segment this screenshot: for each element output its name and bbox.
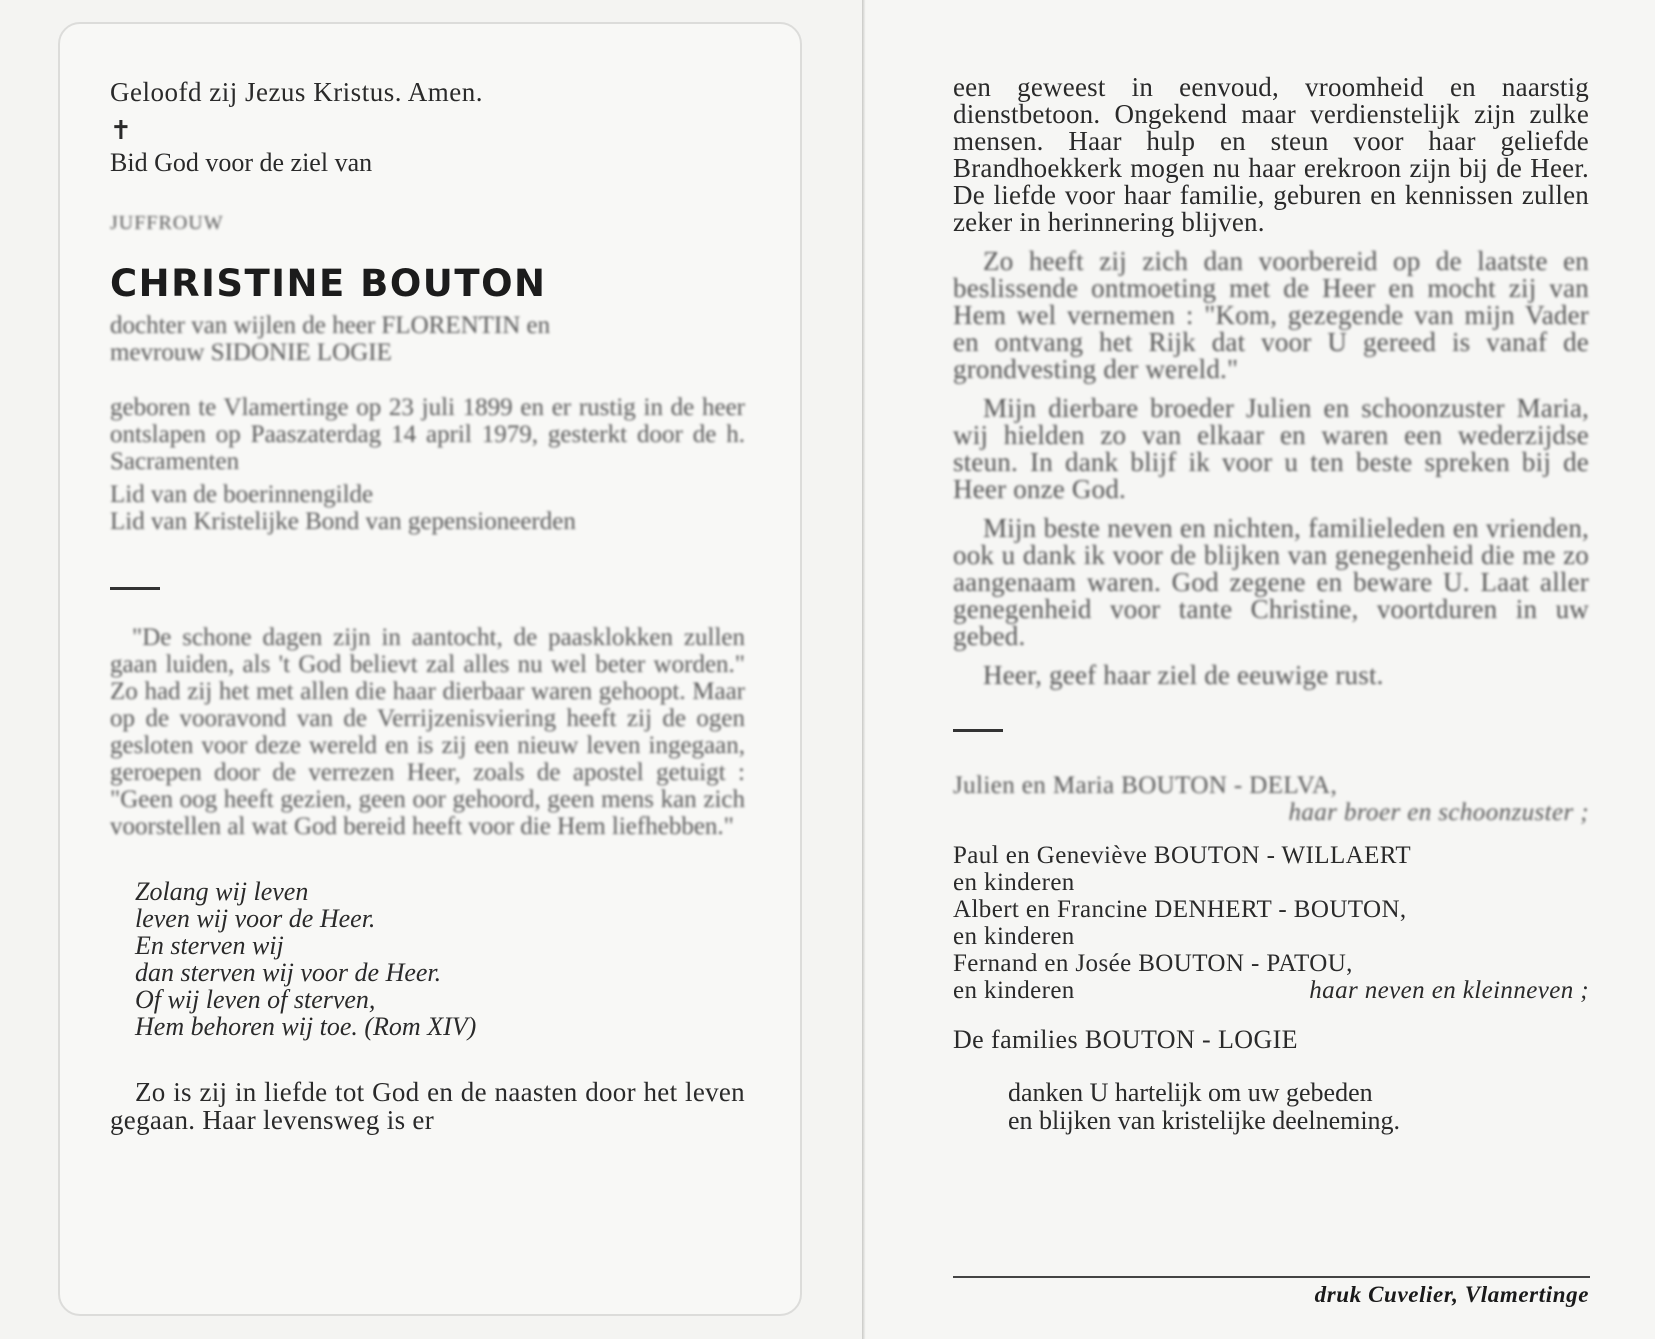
verse-line: Hem behoren wij toe. (Rom XIV) <box>135 1012 477 1041</box>
thanks-block <box>953 1079 1589 1135</box>
family-kids-4: en kinderen <box>953 977 1075 1004</box>
family-row-4 <box>953 977 1589 1004</box>
verse-line: dan sterven wij voor de Heer. <box>135 958 442 987</box>
cross-icon: ✝ <box>110 116 132 145</box>
thanks-line-1: danken U hartelijk om uw gebeden <box>1008 1078 1373 1107</box>
verse-line: leven wij voor de Heer. <box>135 904 376 933</box>
family-entry-2: Paul en Geneviève BOUTON - WILLAERT <box>953 842 1411 869</box>
family-role-4: haar neven en kleinneven ; <box>1309 977 1589 1004</box>
parents-line-2: mevrouw SIDONIE LOGIE <box>110 339 392 366</box>
member-line-1: Lid van de boerinnengilde <box>110 481 374 508</box>
families-line: De families BOUTON - LOGIE <box>953 1025 1298 1054</box>
printer-credit: druk Cuvelier, Vlamertinge <box>1314 1282 1589 1307</box>
title-juffrouw: JUFFROUW <box>110 212 224 234</box>
divider <box>953 729 1003 732</box>
paragraph-prayer: Heer, geef haar ziel de eeuwige rust. <box>983 660 1384 690</box>
bid-line: Bid God voor de ziel van <box>110 148 373 177</box>
deceased-name: CHRISTINE BOUTON <box>110 262 547 305</box>
opening-prayer: Geloofd zij Jezus Kristus. Amen. <box>110 77 483 107</box>
left-column <box>110 74 745 1134</box>
closing-paragraph: Zo is zij in liefde tot God en de naasten door het leven gegaan. Haar levensweg is er <box>110 1077 745 1135</box>
paragraph-family: Mijn beste neven en nichten, familieleden en vrienden, ook u dank ik voor de blijken van genegenheid die me zo aangenaam waren. God zegene en beware U. Laat aller genegenheid voor tante Christine, voortduren in uw gebed. <box>953 513 1589 651</box>
family-kids-3: en kinderen <box>953 923 1075 950</box>
paragraph-meeting: Zo heeft zij zich dan voorbereid op de laatste en beslissende ontmoeting met de Heer en mocht zij van Hem wel vernemen : "Kom, gezegende van mijn Vader en ontvang het Rijk dat voor U gereed is vanaf de grondvesting der wereld." <box>953 246 1589 384</box>
verse-line: Of wij leven of sterven, <box>135 985 376 1014</box>
family-entry-4: Fernand en Josée BOUTON - PATOU, <box>953 950 1353 977</box>
paragraph-life: een geweest in eenvoud, vroomheid en naarstig dienstbetoon. Ongekend maar verdienstelijk zijn zulke mensen. Haar hulp en steun voor haar geliefde Brandhoekkerk mogen nu haar erekroon zijn bij de Heer. De liefde voor haar familie, geburen en kennissen zullen zeker in herinnering blijven. <box>953 72 1589 237</box>
scripture-verse <box>110 878 745 1040</box>
right-column <box>953 74 1589 1135</box>
family-role-1: haar broer en schoonzuster ; <box>1288 799 1589 826</box>
verse-line: Zolang wij leven <box>135 877 309 906</box>
footer-rule <box>953 1276 1590 1278</box>
family-entry-3: Albert en Francine DENHERT - BOUTON, <box>953 896 1407 923</box>
divider <box>110 587 160 590</box>
quote-paragraph: "De schone dagen zijn in aantocht, de paasklokken zullen gaan luiden, als 't God believt zal alles nu wel beter worden." Zo had zij het met allen die haar dierbaar waren gehoopt. Maar op de vooravond van de Verrijzenisviering heeft zij de ogen gesloten voor deze wereld en is zij een nieuw leven ingegaan, geroepen door de verrezen Heer, zoals de apostel getuigt : "Geen oog heeft gezien, geen oor gehoord, geen mens kan zich voorstellen al wat God bereid heeft voor die Hem liefhebben." <box>110 624 745 840</box>
parents-line-1: dochter van wijlen de heer FLORENTIN en <box>110 312 551 339</box>
membership-block <box>110 481 745 535</box>
family-entry-1: Julien en Maria BOUTON - DELVA, <box>953 772 1338 799</box>
family-kids-2: en kinderen <box>953 869 1075 896</box>
verse-line: En sterven wij <box>135 931 284 960</box>
paragraph-brother: Mijn dierbare broeder Julien en schoonzuster Maria, wij hielden zo van elkaar en waren een wederzijdse steun. In dank blijf ik voor u ten beste spreken bij de Heer onze God. <box>953 393 1589 504</box>
thanks-line-2: en blijken van kristelijke deelneming. <box>1008 1106 1401 1135</box>
member-line-2: Lid van Kristelijke Bond van gepensioneerden <box>110 508 576 535</box>
parents-block <box>110 312 745 366</box>
birth-death-text: geboren te Vlamertinge op 23 juli 1899 en er rustig in de heer ontslapen op Paaszaterdag 14 april 1979, gesterkt door de h. Sacramenten <box>110 394 745 475</box>
card-fold <box>862 0 865 1339</box>
